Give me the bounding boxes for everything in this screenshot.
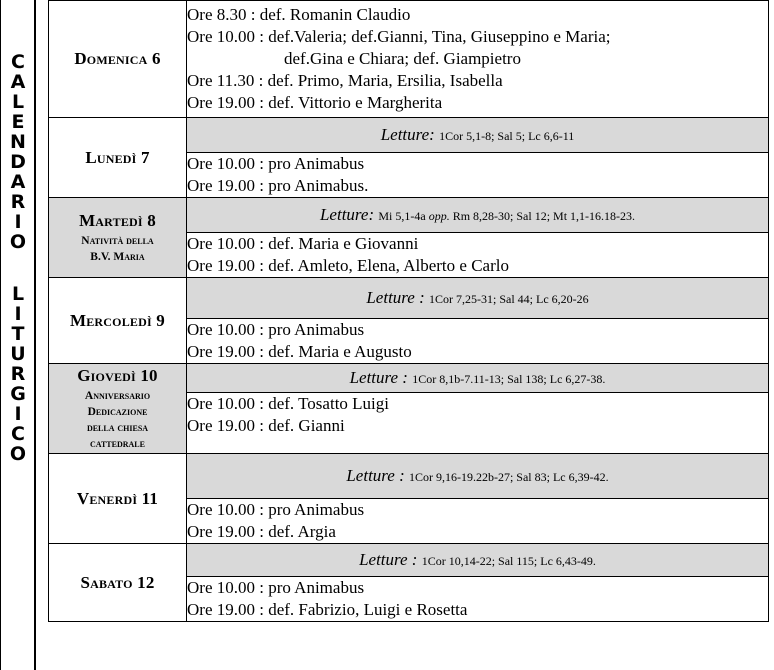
- mass-line: Ore 19.00 : def. Maria e Augusto: [187, 342, 412, 361]
- day-row-domenica: [49, 1, 769, 118]
- day-name: Domenica 6: [74, 49, 161, 68]
- letture-refs: 1Cor 9,16-19.22b-27; Sal 83; Lc 6,39-42.: [408, 470, 609, 484]
- mass-line: Ore 19.00 : def. Vittorio e Margherita: [187, 93, 443, 112]
- day-cell: [49, 364, 187, 454]
- mass-line: def.Gina e Chiara; def. Giampietro: [284, 49, 521, 68]
- day-cell: [49, 118, 187, 198]
- mass-line: Ore 19.00 : def. Amleto, Elena, Alberto e Carlo: [187, 256, 509, 275]
- mass-line: Ore 10.00 : pro Animabus: [187, 320, 365, 339]
- day-name: Venerdì 11: [76, 488, 159, 508]
- day-row-mercoledi: [49, 278, 769, 319]
- masses-cell: [187, 393, 769, 454]
- letture-label: Letture :: [349, 368, 408, 387]
- day-cell: [49, 278, 187, 364]
- mass-line: Ore 10.00 : pro Animabus: [187, 154, 365, 173]
- letture-label: Letture:: [319, 205, 375, 224]
- letture-cell: [187, 454, 769, 499]
- day-subtitle: Natività della B.V. Maria: [81, 234, 154, 263]
- day-cell: [49, 454, 187, 544]
- mass-line: Ore 19.00 : def. Fabrizio, Luigi e Rosetta: [187, 600, 468, 619]
- mass-line: Ore 10.00 : pro Animabus: [187, 578, 365, 597]
- masses-cell: [187, 319, 769, 364]
- day-cell: [49, 1, 187, 118]
- day-row-venerdi: [49, 454, 769, 499]
- mass-line: Ore 19.00 : def. Gianni: [187, 416, 345, 435]
- day-cell: [49, 544, 187, 622]
- masses-cell: [187, 577, 769, 622]
- letture-refs: 1Cor 7,25-31; Sal 44; Lc 6,20-26: [428, 292, 589, 306]
- day-name: Lunedì 7: [85, 147, 150, 167]
- letture-label: Letture :: [359, 550, 418, 569]
- mass-line: Ore 19.00 : def. Argia: [187, 522, 336, 541]
- mass-line: Ore 8.30 : def. Romanin Claudio: [187, 5, 411, 24]
- letture-cell: [187, 364, 769, 393]
- masses-cell: [187, 233, 769, 278]
- letture-cell: [187, 198, 769, 233]
- letture-refs: 1Cor 8,1b-7.11-13; Sal 138; Lc 6,27-38.: [412, 372, 606, 386]
- letture-refs: Mi 5,1-4a opp. Rm 8,28-30; Sal 12; Mt 1,1-16.18-23.: [378, 209, 636, 223]
- mass-line: Ore 10.00 : pro Animabus: [187, 500, 365, 519]
- mass-line: Ore 11.30 : def. Primo, Maria, Ersilia, Isabella: [187, 71, 503, 90]
- letture-label: Letture :: [346, 466, 405, 485]
- letture-cell: [187, 278, 769, 319]
- letture-cell: [187, 544, 769, 577]
- mass-line: Ore 10.00 : def. Tosatto Luigi: [187, 394, 389, 413]
- masses-cell: [187, 153, 769, 198]
- side-title-bar: [0, 0, 36, 670]
- mass-line: Ore 10.00 : def.Valeria; def.Gianni, Tina, Giuseppino e Maria;: [187, 27, 611, 46]
- masses-cell: [187, 1, 769, 118]
- letture-label: Letture :: [366, 288, 425, 307]
- liturgical-calendar-table: [48, 0, 769, 622]
- letture-refs: 1Cor 10,14-22; Sal 115; Lc 6,43-49.: [421, 554, 596, 568]
- letture-refs: 1Cor 5,1-8; Sal 5; Lc 6,6-11: [439, 129, 575, 143]
- day-name: Mercoledì 9: [69, 310, 165, 330]
- day-name: Sabato 12: [80, 572, 155, 592]
- mass-line: Ore 19.00 : pro Animabus.: [187, 176, 369, 195]
- day-row-sabato: [49, 544, 769, 577]
- letture-label: Letture:: [380, 125, 435, 144]
- letture-cell: [187, 118, 769, 153]
- mass-line: Ore 10.00 : def. Maria e Giovanni: [187, 234, 419, 253]
- day-cell: [49, 198, 187, 278]
- side-title: C A L E N D A R I O L I T U R G I C O: [9, 51, 27, 465]
- day-name: Martedì 8: [79, 210, 156, 230]
- day-row-martedi: [49, 198, 769, 233]
- day-row-giovedi: [49, 364, 769, 393]
- masses-cell: [187, 499, 769, 544]
- day-subtitle: Anniversario Dedicazione della chiesa cattedrale: [84, 389, 151, 450]
- day-row-lunedi: [49, 118, 769, 153]
- day-name: Giovedì 10: [77, 365, 158, 385]
